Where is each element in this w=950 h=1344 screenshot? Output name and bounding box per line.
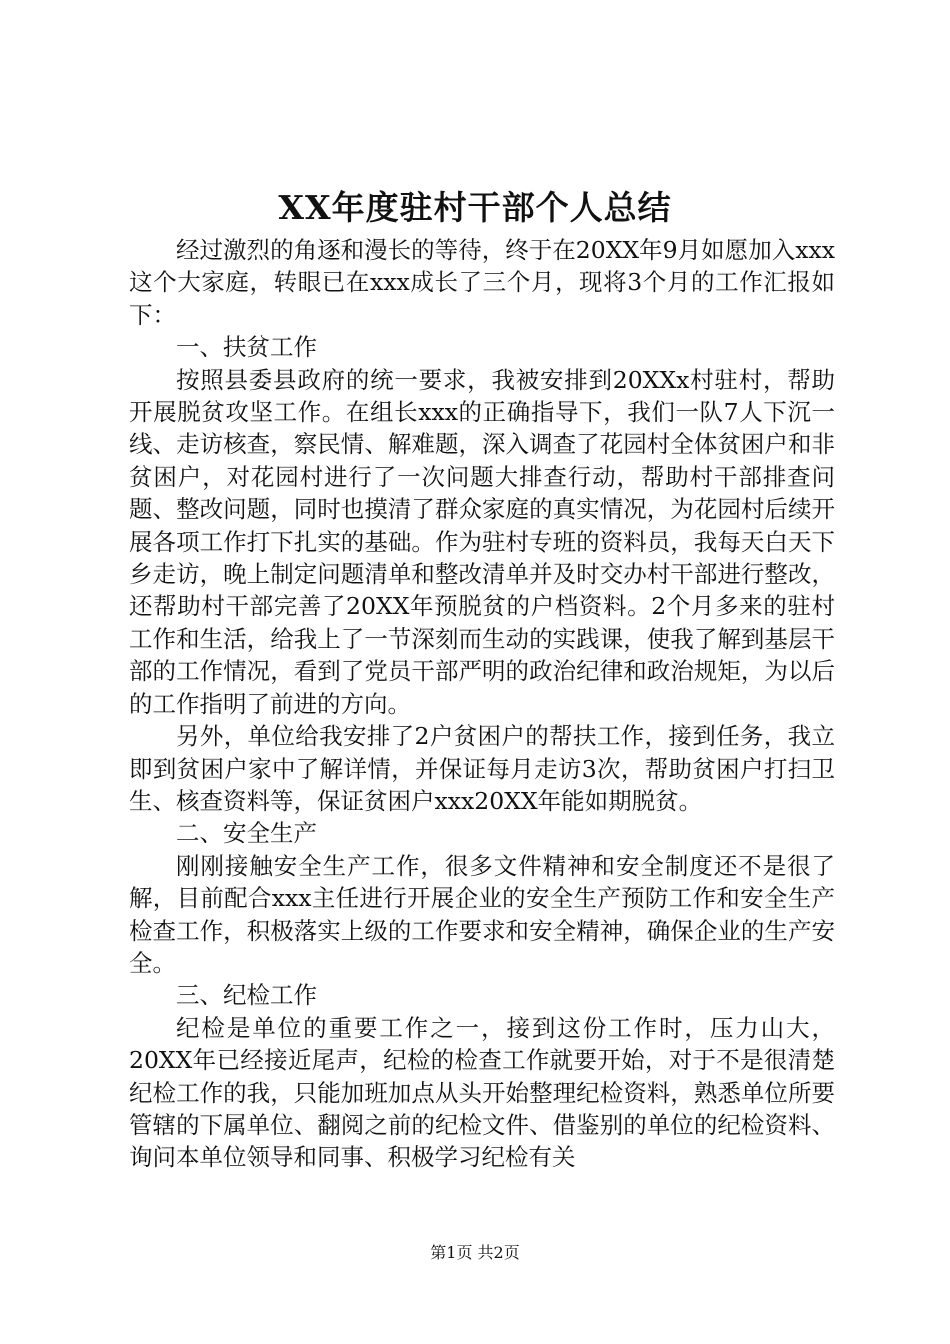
page-number-footer: 第1页 共2页 <box>430 1243 520 1262</box>
poverty-assistance-paragraph: 另外，单位给我安排了2户贫困户的帮扶工作，接到任务，我立即到贫困户家中了解详情，并保证每月走访3次，帮助贫困户打扫卫生、核查资料等，保证贫困户xxx20XX年能如期脱贫。 <box>129 722 835 815</box>
document-body <box>129 234 835 1174</box>
section-heading-poverty: 一、扶贫工作 <box>176 333 317 362</box>
section-heading-discipline: 三、纪检工作 <box>176 981 317 1010</box>
safety-paragraph: 刚刚接触安全生产工作，很多文件精神和安全制度还不是很了解，目前配合xxx主任进行开展企业的安全生产预防工作和安全生产检查工作，积极落实上级的工作要求和安全精神，确保企业的生产安全。 <box>129 851 835 977</box>
intro-paragraph: 经过激烈的角逐和漫长的等待，终于在20XX年9月如愿加入xxx这个大家庭，转眼已在xxx成长了三个月，现将3个月的工作汇报如下： <box>129 236 835 329</box>
discipline-paragraph: 纪检是单位的重要工作之一，接到这份工作时，压力山大，20XX年已经接近尾声，纪检的检查工作就要开始，对于不是很清楚纪检工作的我，只能加班加点从头开始整理纪检资料，熟悉单位所要管辖的下属单位、翻阅之前的纪检文件、借鉴别的单位的纪检资料、询问本单位领导和同事、积极学习纪检有关 <box>129 1013 835 1172</box>
section-heading-safety: 二、安全生产 <box>176 819 317 848</box>
document-title: XX年度驻村干部个人总结 <box>278 188 672 227</box>
poverty-paragraph: 按照县委县政府的统一要求，我被安排到20XXx村驻村，帮助开展脱贫攻坚工作。在组长xxx的正确指导下，我们一队7人下沉一线、走访核查，察民情、解难题，深入调查了花园村全体贫困户和非贫困户，对花园村进行了一次问题大排查行动，帮助村干部排查问题、整改问题，同时也摸清了群众家庭的真实情况，为花园村后续开展各项工作打下扎实的基础。作为驻村专班的资料员，我每天白天下乡走访，晚上制定问题清单和整改清单并及时交办村干部进行整改，还帮助村干部完善了20XX年预脱贫的户档资料。2个月多来的驻村工作和生活，给我上了一节深刻而生动的实践课，使我了解到基层干部的工作情况，看到了党员干部严明的政治纪律和政治规矩，为以后的工作指明了前进的方向。 <box>129 365 835 718</box>
